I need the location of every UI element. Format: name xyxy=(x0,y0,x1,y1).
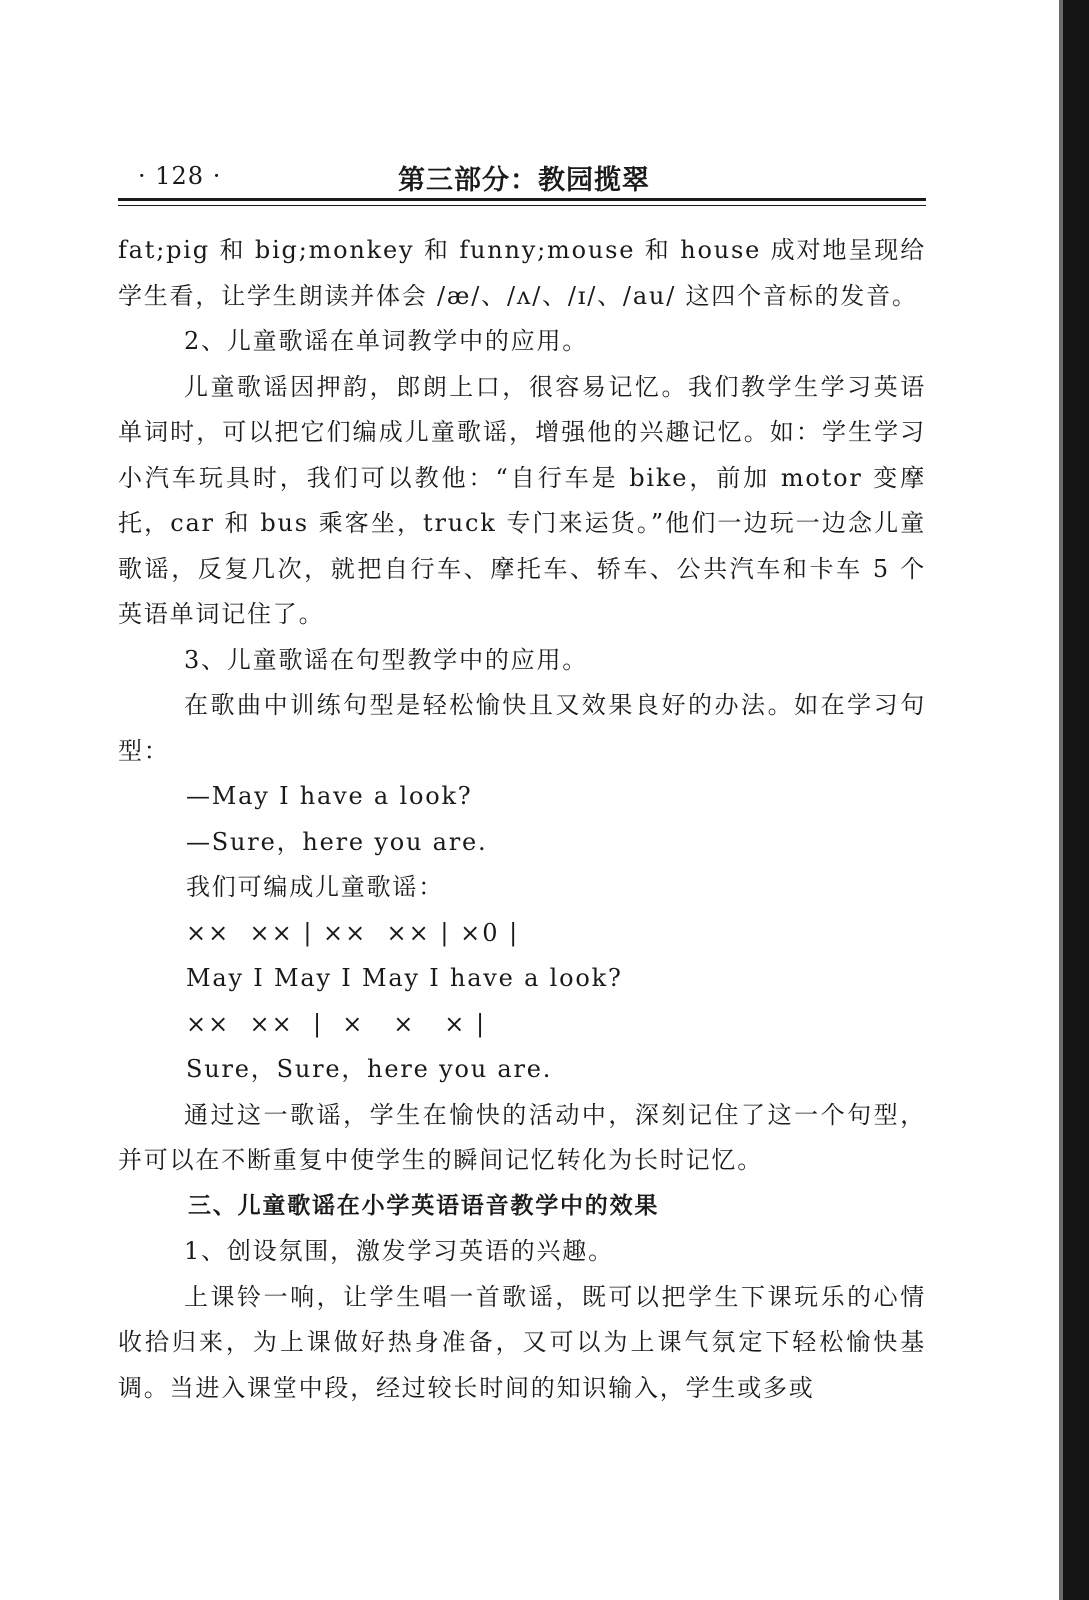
rhythm-line-2: ×× ×× | × × × | xyxy=(186,1009,487,1038)
subheading-atmosphere: 1、创设氛围，激发学习英语的兴趣。 xyxy=(184,1237,614,1265)
dialog-line-1: —May I have a look? xyxy=(186,782,473,810)
lyric-line-1: May I May I May I have a look? xyxy=(186,964,623,992)
scan-edge xyxy=(1063,0,1089,1600)
rhythm-line-1: ×× ×× | ×× ×× | ×0 | xyxy=(186,918,520,947)
paragraph-word-teaching: 儿童歌谣因押韵，郎朗上口，很容易记忆。我们教学生学习英语单词时，可以把它们编成儿童歌谣，增强他的兴趣记忆。如：学生学习小汽车玩具时，我们可以教他：“自行车是 bike，前加 motor 变摩托，car 和 bus 乘客坐，truck 专门来运货。”他们一边玩一边念儿童歌谣，反复几次，就把自行车、摩托车、轿车、公共汽车和卡车 5 个英语单词记住了。 xyxy=(118,372,926,628)
book-page xyxy=(118,150,938,1402)
lyric-line-2: Sure，Sure，here you are. xyxy=(186,1055,553,1083)
page-number: · 128 · xyxy=(138,162,222,190)
paragraph-sentence-teaching: 在歌曲中训练句型是轻松愉快且又效果良好的办法。如在学习句型： xyxy=(118,691,926,765)
header-rule-thick xyxy=(118,198,926,201)
page-header xyxy=(118,150,938,194)
body-text xyxy=(118,228,926,1411)
dialog-line-2: —Sure，here you are. xyxy=(186,827,488,856)
section-heading: 三、儿童歌谣在小学英语语音教学中的效果 xyxy=(188,1192,660,1219)
running-title: 第三部分：教园揽翠 xyxy=(398,165,650,196)
paragraph-continued: fat;pig 和 big;monkey 和 funny;mouse 和 house 成对地呈现给学生看，让学生朗读并体会 /æ/、/ʌ/、/ɪ/、/au/ 这四个音标的发音。 xyxy=(118,236,926,310)
subheading-sentence-teaching: 3、儿童歌谣在句型教学中的应用。 xyxy=(184,645,589,674)
paragraph-atmosphere: 上课铃一响，让学生唱一首歌谣，既可以把学生下课玩乐的心情收拾归来，为上课做好热身准备，又可以为上课气氛定下轻松愉快基调。当进入课堂中段，经过较长时间的知识输入，学生或多或 xyxy=(118,1282,926,1402)
paragraph-rhyme-effect: 通过这一歌谣，学生在愉快的活动中，深刻记住了这一个句型，并可以在不断重复中使学生的瞬间记忆转化为长时记忆。 xyxy=(118,1100,926,1174)
rhyme-intro: 我们可编成儿童歌谣： xyxy=(186,873,444,901)
subheading-word-teaching: 2、儿童歌谣在单词教学中的应用。 xyxy=(184,327,589,355)
header-rule-thin xyxy=(118,205,926,206)
